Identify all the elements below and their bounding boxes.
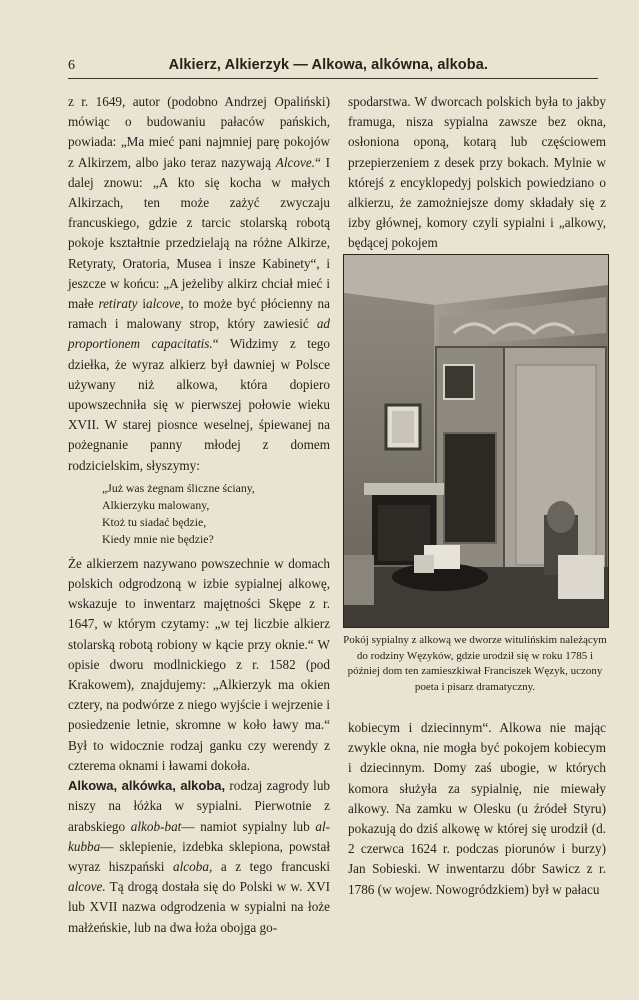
- poem-line: Alkierzyku malowany,: [102, 497, 210, 512]
- bedroom-photo: [343, 254, 609, 628]
- paragraph: Że alkierzem nazywano powszechnie w domach polskich odgrodzoną w izbie sypialnej alkowę, wskazuje to inwentarz majętności Skępe z r. 1647, w którym czytamy: „w tej liczbie alkierz stolarską robotą robiony w kącie przy oknie.“ W opisie dworu modlnickiego z r. 1582 (pod Krakowem), znajdujemy: „Alkierzyk ma okien cztery, na podwórze z niego wyjście i wejrzenie i posiedzenie letnie, skromne w koło ławy ma.“ Był to widocznie rodzaj ganku czy werendy z czterema oknami i ławami dokoła.: [68, 555, 330, 773]
- left-column: [68, 92, 330, 938]
- paragraph: Alkowa, alkówka, alkoba, rodzaj zagrody lub niszy na łóżka w sypialni. Pierwotnie z arabskiego alkob-bat— namiot sypialny lub al-kubba— sklepienie, izdebka sklepiona, powstał wyraz hiszpański alcoba, a z tego francuski alcove. Tą drogą dostała się do Polski w w. XVI lub XVII nazwa odgrodzenia w sypialni na łoże małżeńskie, lub na dwa łoża obojga go-: [68, 778, 331, 935]
- page-header: [68, 56, 598, 79]
- paragraph: z r. 1649, autor (podobno Andrzej Opaliński) mówiąc o budowaniu pałaców pańskich, powiada: „Ma mieć pani najmniej parę pokojów z Alkirzem, albo jako teraz nazywają Alcove.“ I dalej znowu: „A kto się kocha w małych Alkirzach, ten może zażyć zwyczaju francuskiego, gdzie z tarcic stolarską robotą pokoje kształtnie przedzielają na różne Alkirze, Retyraty, Oratoria, Musea i insze Kabinety“, i jeszcze w końcu: „A jeżeliby alkirz chciał mieć i małe retiraty ialcove, to może być płócienny na ramach i malowany strop, który zawiesić ad proportionem capacitatis.“ Widzimy z tego dziełka, że wyraz alkierz był dawniej w Polsce używany niż alkowa, która dopiero upowszechniła się w pierwszej połowie wieku XVII. W starej piosnce weselnej, śpiewanej na pożegnanie panny młodej z domem rodzicielskim, słyszymy:: [68, 94, 331, 473]
- photo-illustration: [344, 255, 608, 627]
- poem: [102, 480, 330, 548]
- paragraph: spodarstwa. W dworcach polskich była to jakby framuga, nisza sypialna zawsze bez okna, osłoniona oponą, kotarą lub częściowem przepierzeniem z desek przy bokach. Mylnie w którejś z encyklopedyj polskich powiedziano o alkierzu, że zamożniejsze domy składały się z izby głównej, komory czyli sypialni i „alkowy, będącej pokojem: [348, 94, 606, 251]
- right-column-bottom: [348, 718, 606, 900]
- right-column-top: [348, 92, 606, 254]
- photo-caption: Pokój sypialny z alkową we dworze witulińskim należącym do rodziny Węzyków, gdzie urodził się w roku 1785 i później dom ten zamieszkiwał Franciszek Węzyk, uczony poeta i pisarz dramatyczny.: [343, 634, 607, 693]
- poem-line: Ktoż tu siadać będzie,: [102, 514, 207, 529]
- entry-term: Alkowa, alkówka, alkoba,: [68, 778, 226, 794]
- paragraph: kobiecym i dziecinnym“. Alkowa nie mając zwykle okna, nie mogła być pokojem kobiecym i dziecinnym. Domy zaś ubogie, w których komora służyła za sypialnię, nie miewały alkowy. Na zamku w Olesku (u źródeł Styru) pokazują do dziś alkowę w której się urodził (d. 2 czerwca 1624 r. podczas piorunów i burzy) Jan Sobieski. W inwentarzu dóbr Sawicz z r. 1786 (w wojew. Nowogródzkiem) był w pałacu: [348, 720, 606, 897]
- poem-line: Kiedy mnie nie będzie?: [102, 531, 214, 546]
- poem-line: „Już was żegnam śliczne ściany,: [102, 480, 255, 495]
- running-title: Alkierz, Alkierzyk — Alkowa, alkówna, alkoba.: [168, 57, 488, 73]
- page-number: 6: [68, 58, 75, 73]
